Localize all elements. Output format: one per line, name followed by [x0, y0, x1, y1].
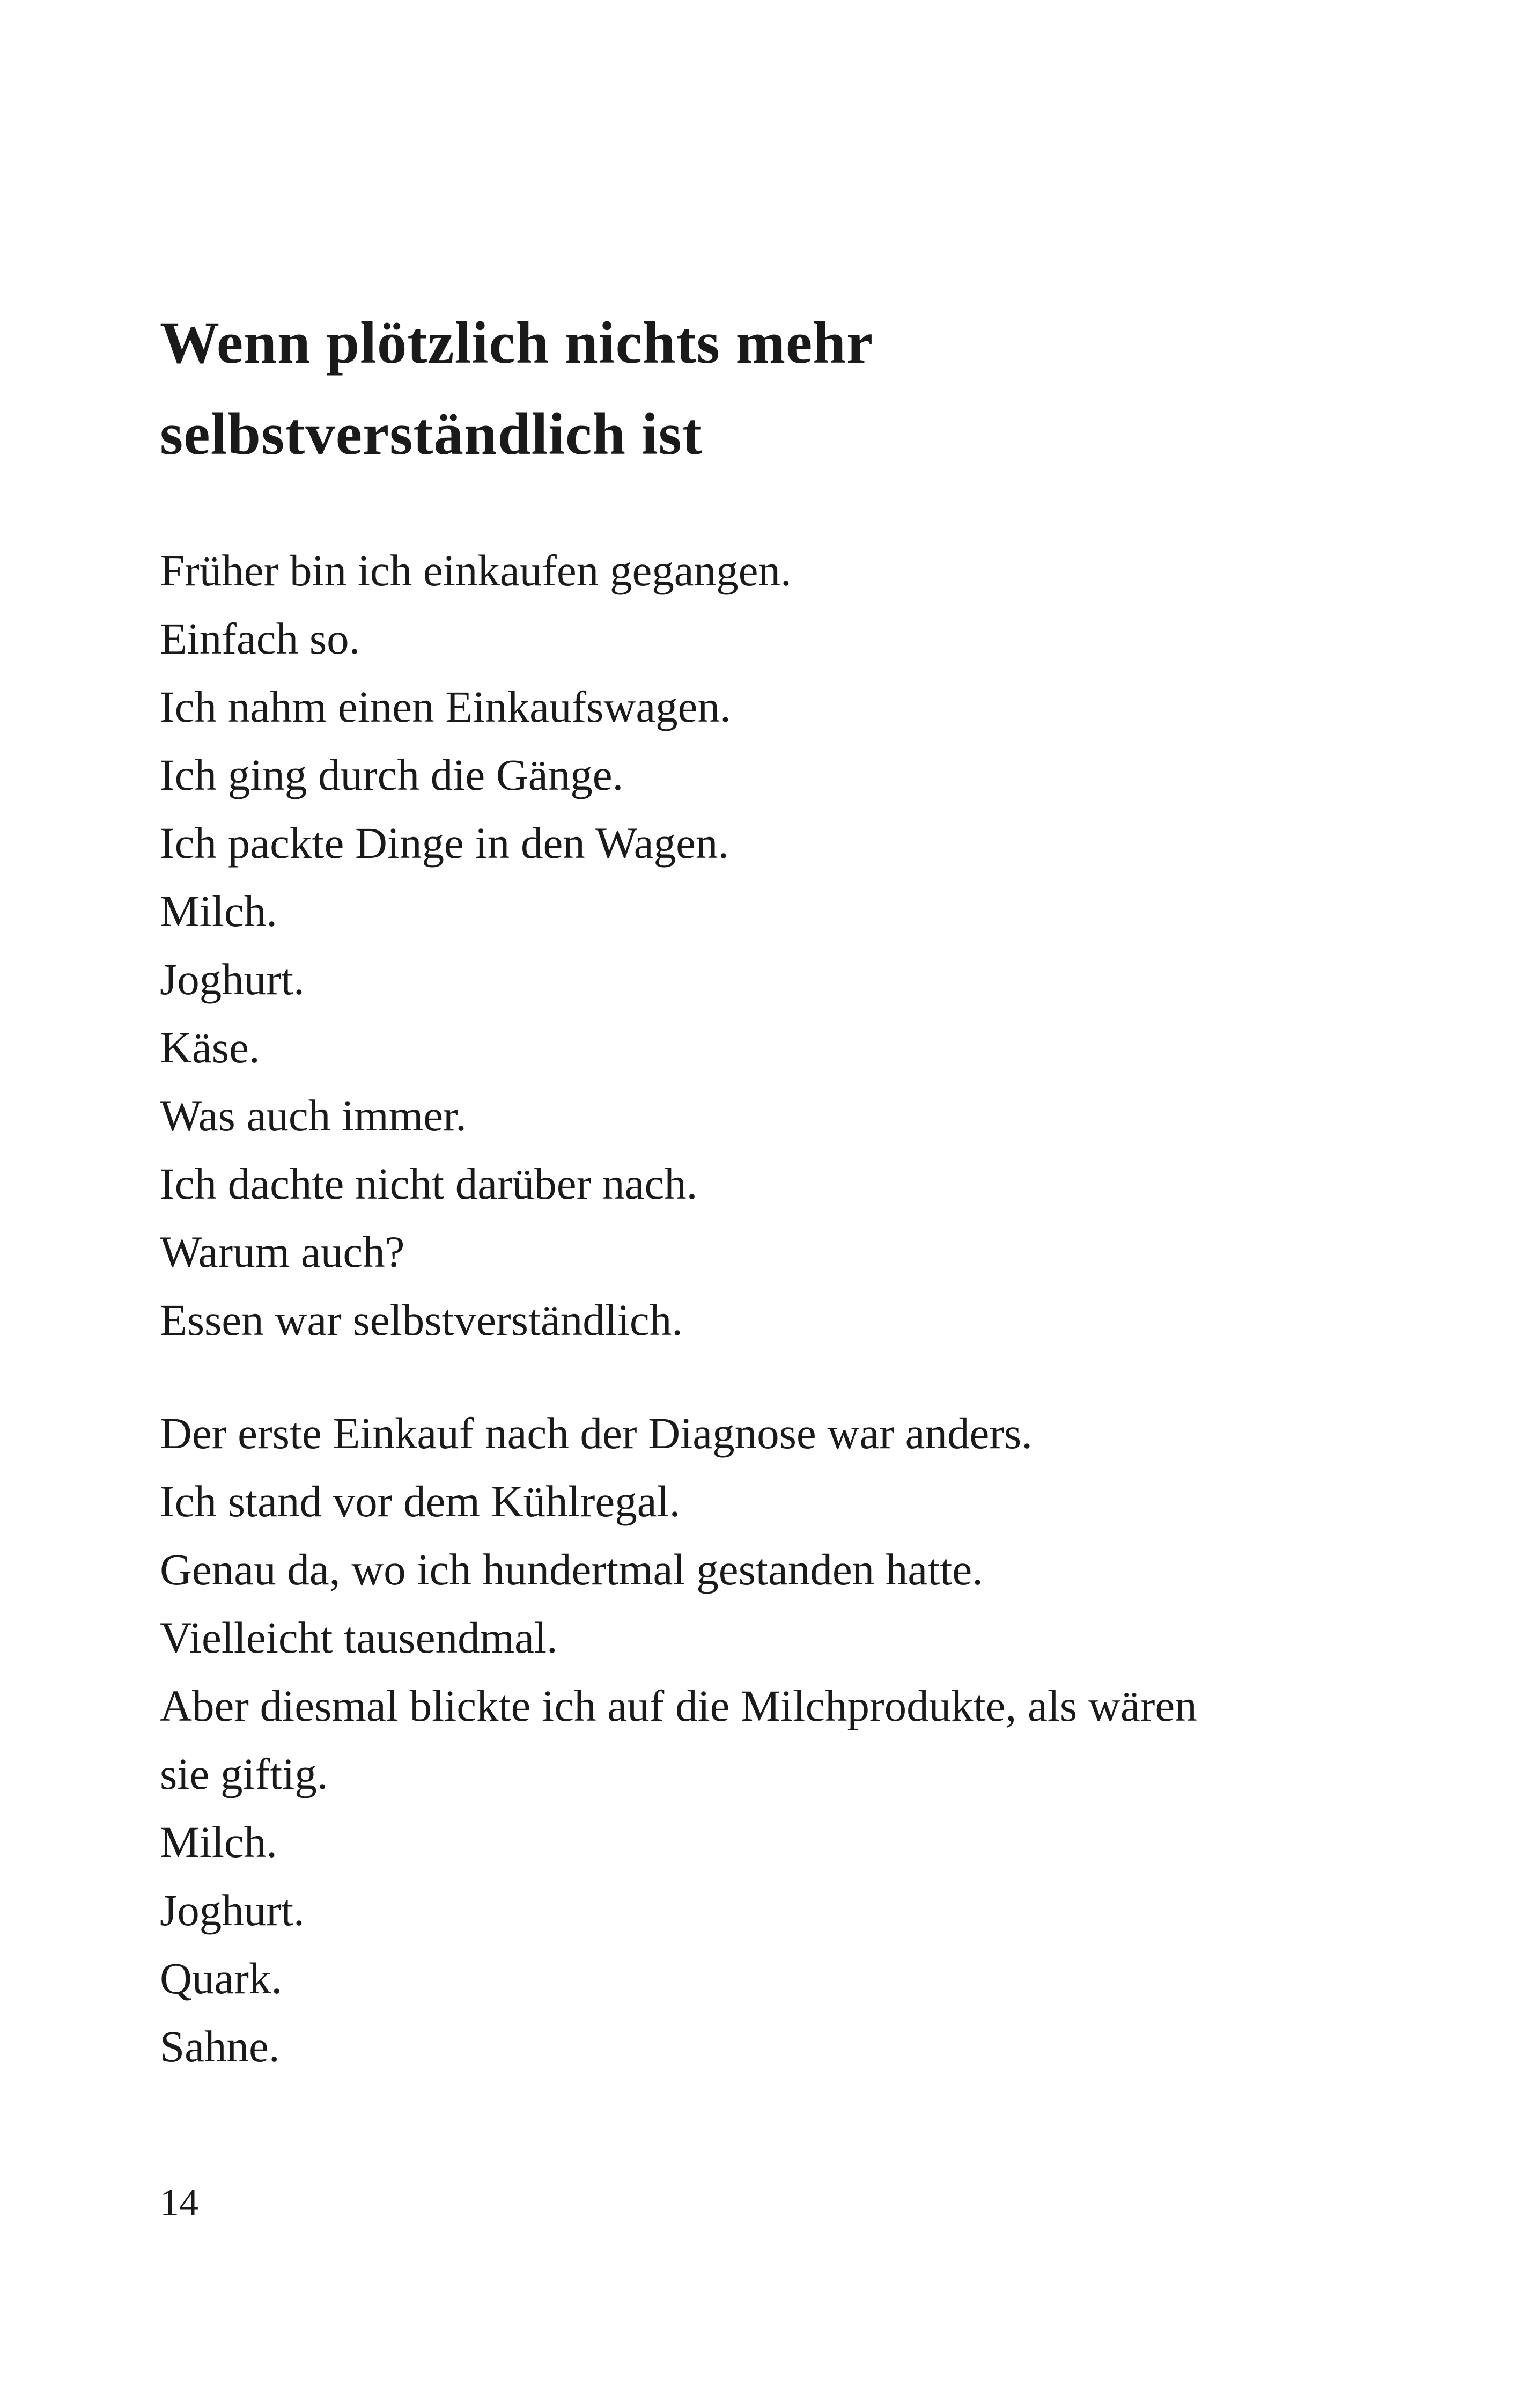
text-line: Sahne.: [160, 2022, 280, 2071]
text-line: Was auch immer.: [160, 1091, 467, 1140]
page-number: 14: [160, 2181, 198, 2224]
text-line: Ich packte Dinge in den Wagen.: [160, 818, 729, 868]
text-line: Früher bin ich einkaufen gegangen.: [160, 546, 792, 595]
text-line: Milch.: [160, 1817, 278, 1867]
text-line: Essen war selbstverständlich.: [160, 1295, 683, 1345]
text-line: Der erste Einkauf nach der Diagnose war anders.: [160, 1408, 1033, 1458]
text-line: Einfach so.: [160, 614, 360, 663]
text-line: Genau da, wo ich hundertmal gestanden hatte.: [160, 1545, 983, 1594]
stanza-1: [160, 537, 1393, 1354]
text-line: Milch.: [160, 886, 278, 936]
text-line: Joghurt.: [160, 955, 305, 1004]
text-line: Ich nahm einen Einkaufswagen.: [160, 682, 731, 731]
chapter-title-line: selbstverständlich ist: [160, 401, 703, 467]
text-line: Ich ging durch die Gänge.: [160, 750, 624, 799]
text-line: Aber diesmal blickte ich auf die Milchprodukte, als wären: [160, 1681, 1197, 1730]
text-line: Quark.: [160, 1954, 283, 2003]
text-line: Joghurt.: [160, 1885, 305, 1935]
text-line: sie giftig.: [160, 1749, 328, 1798]
text-line: Ich stand vor dem Kühlregal.: [160, 1477, 681, 1526]
text-line: Ich dachte nicht darüber nach.: [160, 1159, 698, 1208]
stanza-2: [160, 1399, 1393, 2081]
text-line: Käse.: [160, 1023, 260, 1072]
chapter-title: [160, 298, 1393, 480]
chapter-title-line: Wenn plötzlich nichts mehr: [160, 310, 874, 376]
text-line: Warum auch?: [160, 1227, 405, 1276]
text-line: Vielleicht tausendmal.: [160, 1613, 558, 1662]
